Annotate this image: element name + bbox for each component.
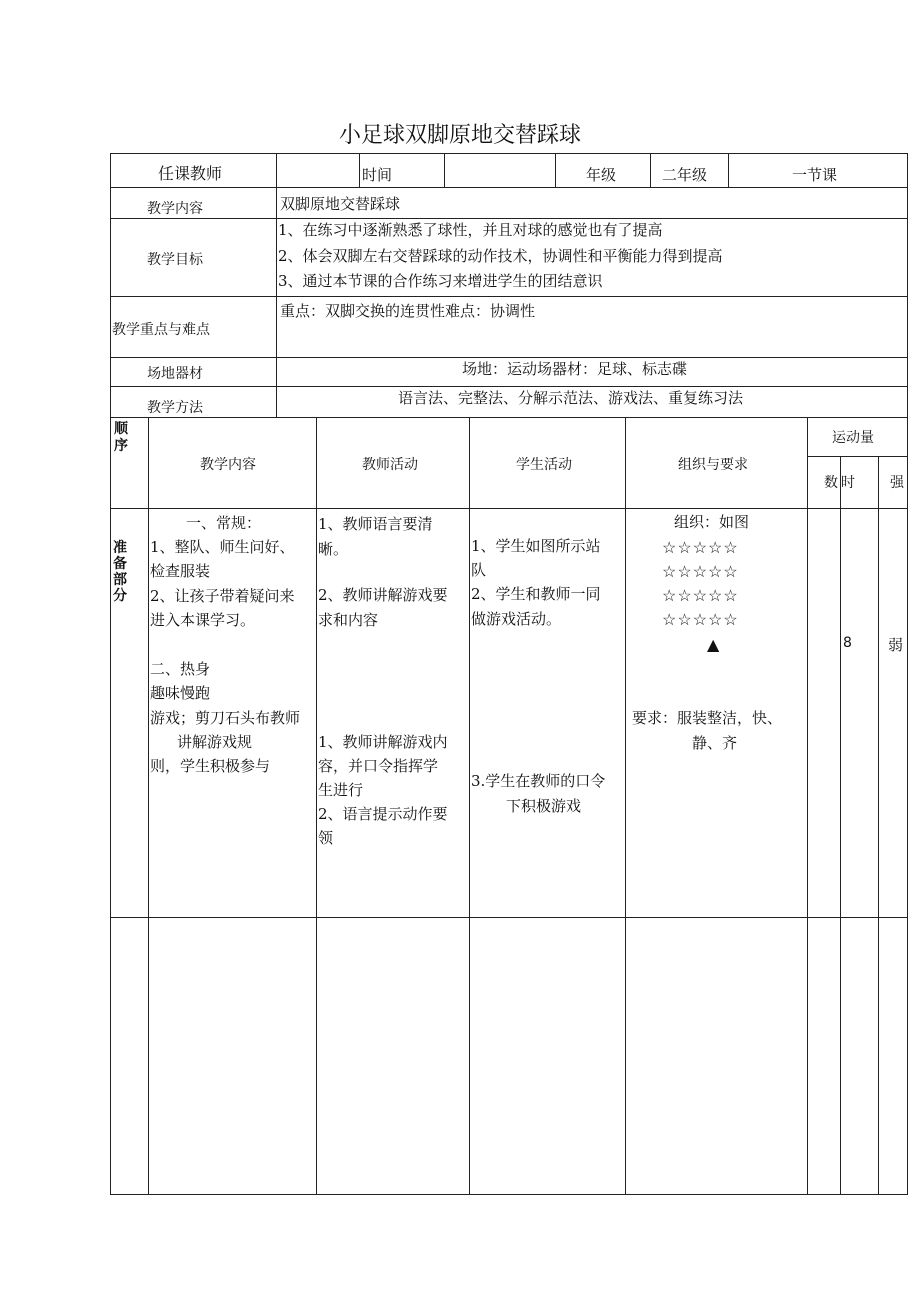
list-item: 1、教师讲解游戏内 xyxy=(318,733,448,751)
teacher-label: 任课教师 xyxy=(158,164,223,183)
goal-3: 3、通过本节课的合作练习来增进学生的团结意识 xyxy=(278,272,603,290)
count-header: 数 xyxy=(824,475,838,491)
org-label: 组织：如图 xyxy=(674,513,750,531)
document-title: 小足球双脚原地交替踩球 xyxy=(338,123,581,148)
list-item: 趣味慢跑 xyxy=(150,684,211,702)
formation-row: ☆☆☆☆☆ xyxy=(662,586,739,605)
venue-label: 场地器材 xyxy=(147,366,203,382)
list-item: 二、热身 xyxy=(150,660,211,678)
list-item: 3.学生在教师的口令 xyxy=(471,772,606,790)
formation-row: ☆☆☆☆☆ xyxy=(662,538,739,557)
lesson-count: 一节课 xyxy=(792,166,838,184)
prep-intensity: 弱 xyxy=(888,636,904,654)
list-item: 2、教师讲解游戏要 xyxy=(318,586,448,604)
grade-value: 二年级 xyxy=(662,166,708,184)
load-header: 运动量 xyxy=(832,430,874,446)
student-activity-header: 学生活动 xyxy=(516,457,572,473)
formation-row: ☆☆☆☆☆ xyxy=(662,610,739,629)
list-item: 2、语言提示动作要 xyxy=(318,805,448,823)
content-label: 教学内容 xyxy=(147,201,203,217)
list-item: 领 xyxy=(318,829,334,847)
formation-row: ☆☆☆☆☆ xyxy=(662,562,739,581)
intensity-header: 强 xyxy=(890,475,904,491)
order-header: 顺序 xyxy=(114,421,128,454)
goal-1: 1、在练习中逐渐熟悉了球性，并且对球的感觉也有了提高 xyxy=(278,221,663,239)
key-value: 重点：双脚交换的连贯性难点：协调性 xyxy=(280,302,536,320)
time-header: 时 xyxy=(841,475,855,491)
list-item: 1、学生如图所示站 xyxy=(471,537,601,555)
list-item: 做游戏活动。 xyxy=(471,610,562,628)
venue-value: 场地：运动场器材：足球、标志碟 xyxy=(462,360,688,378)
list-item: 晰。 xyxy=(318,540,349,558)
grade-label: 年级 xyxy=(586,166,617,184)
list-item: 1、教师语言要清 xyxy=(318,515,433,533)
goals-label: 教学目标 xyxy=(147,252,203,268)
teacher-activity-header: 教师活动 xyxy=(362,457,418,473)
list-item: 游戏；剪刀石头布教师 xyxy=(150,709,301,727)
time-label: 时间 xyxy=(362,166,393,184)
method-value: 语言法、完整法、分解示范法、游戏法、重复练习法 xyxy=(398,389,744,407)
method-label: 教学方法 xyxy=(147,400,203,416)
list-item: 一、常规： xyxy=(186,514,262,532)
requirement-line: 静、齐 xyxy=(692,734,738,752)
list-item: 检查服装 xyxy=(150,562,211,580)
list-item: 讲解游戏规 xyxy=(177,733,253,751)
key-label: 教学重点与难点 xyxy=(112,322,210,338)
list-item: 下积极游戏 xyxy=(506,797,582,815)
org-header: 组织与要求 xyxy=(678,457,748,473)
list-item: 2、让孩子带着疑问来 xyxy=(150,587,295,605)
content-header: 教学内容 xyxy=(200,457,256,473)
list-item: 生进行 xyxy=(318,781,364,799)
list-item: 2、学生和教师一同 xyxy=(471,585,601,603)
list-item: 则，学生积极参与 xyxy=(150,757,271,775)
list-item: 1、整队、师生问好、 xyxy=(150,538,295,556)
list-item: 容，并口令指挥学 xyxy=(318,757,439,775)
goal-2: 2、体会双脚左右交替踩球的动作技术，协调性和平衡能力得到提高 xyxy=(278,247,723,265)
list-item: 进入本课学习。 xyxy=(150,611,256,629)
list-item: 求和内容 xyxy=(318,611,379,629)
content-value: 双脚原地交替踩球 xyxy=(280,195,401,213)
requirement-line: 要求：服装整洁，快、 xyxy=(632,709,783,727)
prep-section-label: 准备部分 xyxy=(113,540,127,604)
teacher-position-icon: ▲ xyxy=(707,635,720,654)
list-item: 队 xyxy=(471,561,487,579)
prep-time: 8 xyxy=(843,635,852,651)
